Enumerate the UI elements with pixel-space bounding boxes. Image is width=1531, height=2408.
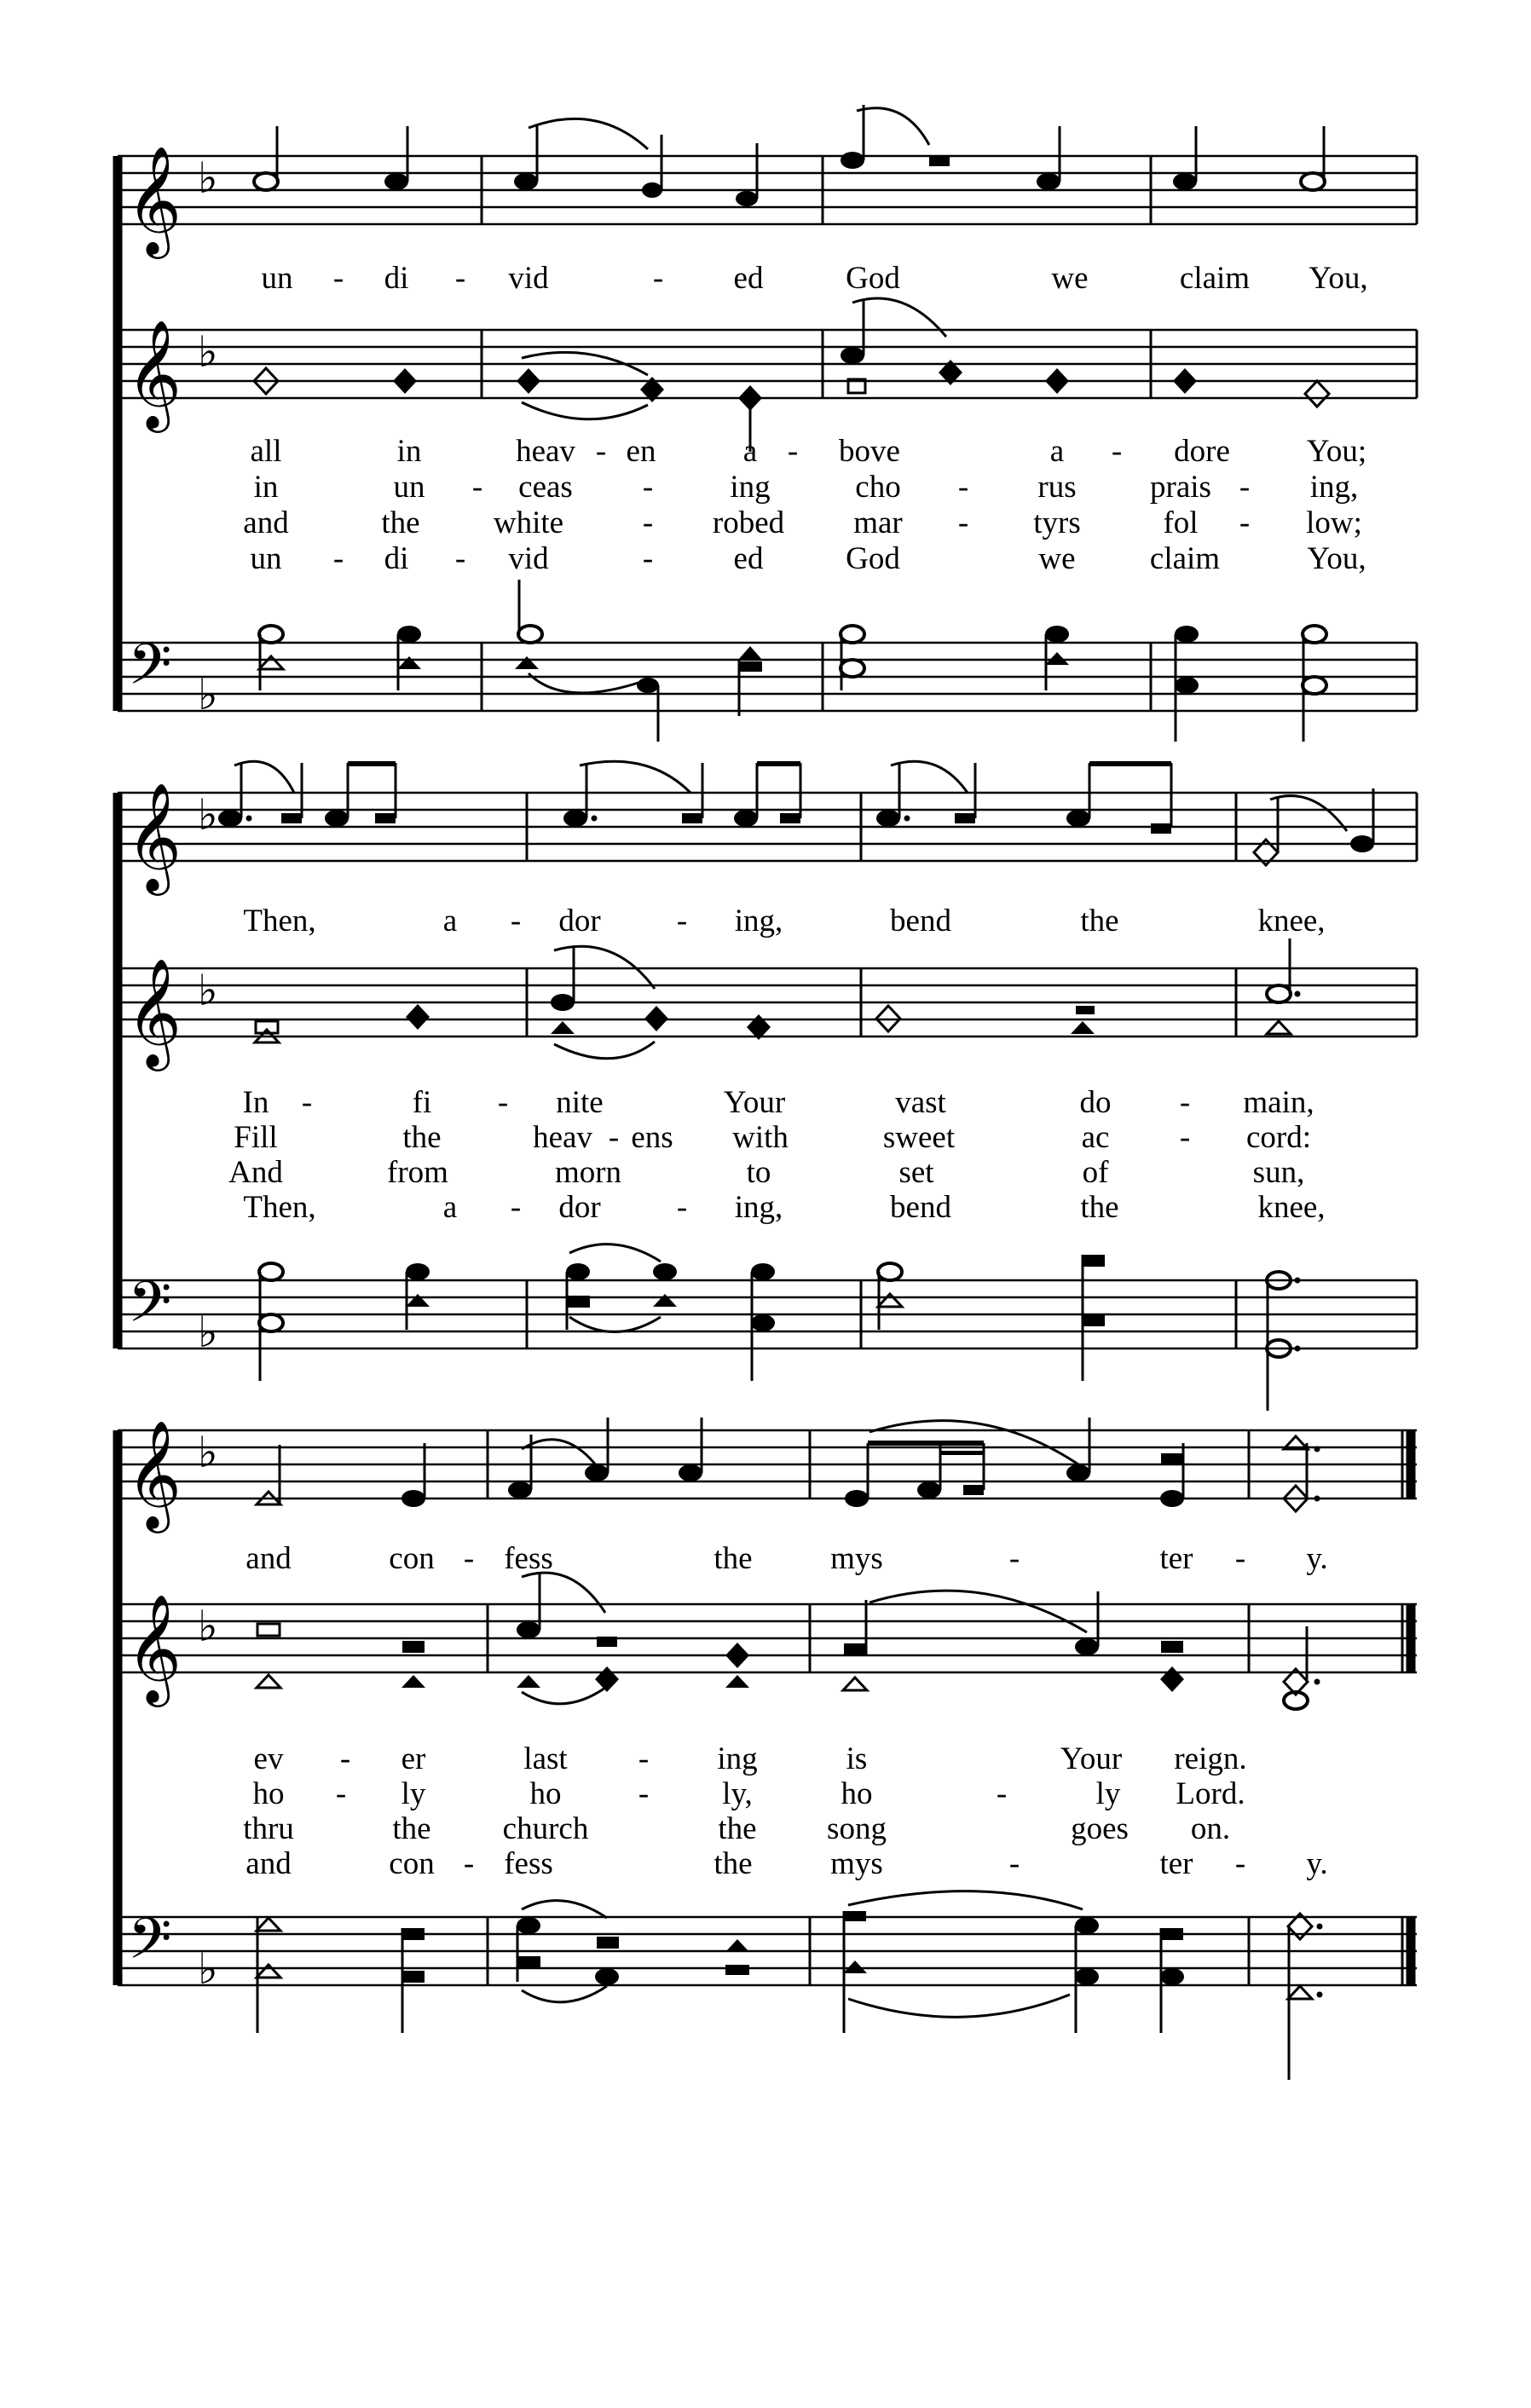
- lyric-syllable: y.: [1306, 1541, 1328, 1576]
- lyric-syllable: -: [642, 541, 654, 576]
- bass-clef-icon: 𝄢: [128, 632, 172, 711]
- lyric-syllable: sun,: [1252, 1155, 1305, 1190]
- lyric-syllable: ter: [1159, 1846, 1193, 1881]
- lyric-syllable: -: [957, 470, 969, 505]
- flat-icon: ♭: [198, 1602, 218, 1651]
- lyric-syllable: Lord.: [1176, 1776, 1245, 1811]
- lyric-syllable: vid: [508, 261, 549, 296]
- lyric-syllable: -: [1179, 1120, 1191, 1155]
- lyric-syllable: fess: [504, 1846, 553, 1881]
- lyric-syllable: a: [442, 1190, 458, 1225]
- lyric-syllable: the: [381, 505, 420, 540]
- lyric-syllable: fol: [1163, 505, 1199, 540]
- lyric-syllable: ly: [401, 1776, 426, 1811]
- bass-staff: [118, 580, 1417, 742]
- lyric-syllable: a: [742, 434, 758, 469]
- lyric-syllable: claim: [1179, 261, 1251, 296]
- melody-lyrics: [243, 904, 1325, 938]
- lyric-syllable: cord:: [1245, 1120, 1312, 1155]
- lyric-syllable: bend: [890, 1190, 951, 1225]
- lyric-syllable: You;: [1306, 434, 1367, 469]
- treble-clef-icon: 𝄞: [126, 957, 182, 1066]
- lyric-syllable: main,: [1243, 1085, 1314, 1120]
- lyric-syllable: -: [996, 1776, 1008, 1811]
- flat-icon: ♭: [198, 790, 218, 840]
- lyric-syllable: the: [714, 1541, 753, 1576]
- lyric-syllable: dor: [558, 1190, 601, 1225]
- lyric-syllable: bove: [839, 434, 900, 469]
- lyric-syllable: -: [638, 1776, 650, 1811]
- lyric-syllable: -: [339, 1741, 351, 1776]
- harmony-treble-staff: [118, 938, 1417, 1071]
- lyric-syllable: vast: [895, 1085, 946, 1120]
- lyric-syllable: ens: [631, 1120, 673, 1155]
- lyric-syllable: is: [846, 1741, 868, 1776]
- lyric-syllable: -: [463, 1846, 475, 1881]
- lyric-syllable: You,: [1307, 541, 1366, 576]
- lyric-syllable: ly: [1095, 1776, 1121, 1811]
- lyric-syllable: knee,: [1257, 904, 1326, 938]
- lyric-syllable: last: [523, 1741, 568, 1776]
- lyric-syllable: -: [1111, 434, 1123, 469]
- lyric-syllable: -: [642, 505, 654, 540]
- lyric-syllable: ing,: [1309, 470, 1359, 505]
- bass-staff: [118, 1891, 1417, 2080]
- lyric-syllable: Fill: [234, 1120, 278, 1155]
- lyric-syllable: -: [957, 505, 969, 540]
- lyric-syllable: ac: [1081, 1120, 1110, 1155]
- lyric-syllable: low;: [1306, 505, 1362, 540]
- lyric-syllable: -: [787, 434, 799, 469]
- lyric-syllable: -: [1239, 505, 1251, 540]
- lyric-syllable: God: [846, 261, 900, 296]
- lyric-syllable: robed: [712, 505, 785, 540]
- lyric-syllable: -: [642, 470, 654, 505]
- treble-clef-icon: 𝄞: [126, 782, 182, 891]
- lyric-syllable: heav: [533, 1120, 592, 1155]
- system-3: [118, 1418, 1417, 2080]
- lyric-syllable: claim: [1149, 541, 1221, 576]
- bass-clef-icon: 𝄢: [128, 1269, 172, 1348]
- lyric-syllable: ceas: [518, 470, 573, 505]
- lyric-syllable: -: [595, 434, 607, 469]
- lyric-syllable: dor: [558, 904, 601, 938]
- lyric-syllable: -: [471, 470, 483, 505]
- lyric-syllable: -: [1234, 1846, 1246, 1881]
- lyric-syllable: a: [442, 904, 458, 938]
- lyric-syllable: mys: [830, 1846, 883, 1881]
- treble-clef-icon: 𝄞: [126, 145, 182, 254]
- bass-staff: [118, 1244, 1417, 1411]
- lyric-syllable: -: [1239, 470, 1251, 505]
- lyric-syllable: Your: [723, 1085, 786, 1120]
- harmony-treble-staff: [118, 1573, 1417, 1709]
- lyric-syllable: -: [454, 541, 466, 576]
- lyric-syllable: the: [714, 1846, 753, 1881]
- lyric-syllable: en: [626, 434, 656, 469]
- lyric-syllable: fess: [504, 1541, 553, 1576]
- lyric-syllable: of: [1082, 1155, 1109, 1190]
- lyric-syllable: goes: [1071, 1811, 1129, 1846]
- lyric-syllable: ho: [252, 1776, 285, 1811]
- lyric-syllable: we: [1051, 261, 1089, 296]
- lyric-syllable: thru: [243, 1811, 294, 1846]
- lyric-syllable: we: [1038, 541, 1076, 576]
- lyric-syllable: con: [389, 1846, 435, 1881]
- lyric-syllable: -: [335, 1776, 347, 1811]
- treble-clef-icon: 𝄞: [126, 1593, 182, 1702]
- lyric-syllable: rus: [1037, 470, 1077, 505]
- melody-lyrics: [262, 261, 1368, 296]
- lyric-syllable: cho: [855, 470, 901, 505]
- lyric-syllable: ed: [733, 261, 764, 296]
- lyric-syllable: set: [898, 1155, 934, 1190]
- melody-lyrics: [246, 1541, 1327, 1576]
- lyric-syllable: -: [332, 261, 344, 296]
- lyric-syllable: un: [250, 541, 282, 576]
- lyric-syllable: ly,: [722, 1776, 753, 1811]
- lyric-syllable: church: [502, 1811, 589, 1846]
- flat-icon: ♭: [198, 1308, 218, 1357]
- flat-icon: ♭: [198, 966, 218, 1015]
- lyric-syllable: song: [827, 1811, 887, 1846]
- lyric-syllable: ing,: [734, 904, 783, 938]
- lyric-syllable: -: [676, 904, 688, 938]
- system-1: [118, 105, 1417, 742]
- lyric-syllable: and: [246, 1541, 292, 1576]
- lyric-syllable: a: [1049, 434, 1065, 469]
- lyric-syllable: nite: [556, 1085, 604, 1120]
- lyric-syllable: -: [1008, 1541, 1020, 1576]
- lyric-syllable: God: [846, 541, 900, 576]
- treble-clef-icon: 𝄞: [126, 319, 182, 428]
- melody-staff: [118, 105, 1417, 259]
- bass-clef-icon: 𝄢: [128, 1906, 172, 1985]
- flat-icon: ♭: [198, 327, 218, 377]
- lyric-syllable: and: [246, 1846, 292, 1881]
- lyric-syllable: Then,: [243, 1190, 316, 1225]
- lyric-syllable: -: [652, 261, 664, 296]
- lyric-syllable: -: [510, 904, 522, 938]
- lyric-syllable: -: [463, 1541, 475, 1576]
- flat-icon: ♭: [198, 1944, 218, 1994]
- lyric-syllable: vid: [508, 541, 549, 576]
- lyric-syllable: knee,: [1257, 1190, 1326, 1225]
- harmony-treble-staff: [118, 298, 1417, 452]
- flat-icon: ♭: [198, 1428, 218, 1477]
- lyric-syllable: with: [732, 1120, 789, 1155]
- lyric-syllable: y.: [1306, 1846, 1328, 1881]
- lyric-syllable: the: [1080, 904, 1119, 938]
- lyric-syllable: ter: [1159, 1541, 1193, 1576]
- lyric-syllable: mys: [830, 1541, 883, 1576]
- lyric-syllable: ho: [529, 1776, 562, 1811]
- verse-lyrics: [228, 1085, 1325, 1225]
- lyric-syllable: reign.: [1174, 1741, 1247, 1776]
- lyric-syllable: mar: [853, 505, 903, 540]
- lyric-syllable: -: [1008, 1846, 1020, 1881]
- lyric-syllable: ed: [733, 541, 764, 576]
- lyric-syllable: on.: [1190, 1811, 1231, 1846]
- lyric-syllable: -: [332, 541, 344, 576]
- flat-icon: ♭: [198, 153, 218, 203]
- lyric-syllable: -: [638, 1741, 650, 1776]
- melody-staff: [118, 1418, 1417, 1533]
- lyric-syllable: morn: [554, 1155, 622, 1190]
- lyric-syllable: -: [608, 1120, 620, 1155]
- lyric-syllable: And: [228, 1155, 283, 1190]
- lyric-syllable: un: [261, 261, 293, 296]
- lyric-syllable: con: [389, 1541, 435, 1576]
- lyric-syllable: from: [387, 1155, 448, 1190]
- lyric-syllable: Then,: [243, 904, 316, 938]
- lyric-syllable: to: [746, 1155, 771, 1190]
- lyric-syllable: -: [510, 1190, 522, 1225]
- lyric-syllable: Your: [1060, 1741, 1123, 1776]
- lyric-syllable: do: [1079, 1085, 1112, 1120]
- lyric-syllable: In: [242, 1085, 269, 1120]
- lyric-syllable: ho: [841, 1776, 873, 1811]
- lyric-syllable: -: [1179, 1085, 1191, 1120]
- treble-clef-icon: 𝄞: [126, 1419, 182, 1528]
- lyric-syllable: heav: [516, 434, 575, 469]
- lyric-syllable: the: [402, 1120, 442, 1155]
- lyric-syllable: -: [676, 1190, 688, 1225]
- lyric-syllable: un: [393, 470, 425, 505]
- melody-staff: [118, 761, 1417, 896]
- lyric-syllable: bend: [890, 904, 951, 938]
- lyric-syllable: dore: [1174, 434, 1230, 469]
- lyric-syllable: ing: [717, 1741, 758, 1776]
- system-2: [118, 761, 1417, 1411]
- lyric-syllable: the: [392, 1811, 431, 1846]
- lyric-syllable: -: [1234, 1541, 1246, 1576]
- flat-icon: ♭: [198, 670, 218, 719]
- lyric-syllable: fi: [412, 1085, 432, 1120]
- lyric-syllable: all: [250, 434, 282, 469]
- lyric-syllable: the: [1080, 1190, 1119, 1225]
- verse-lyrics: [243, 1741, 1327, 1881]
- lyric-syllable: ing,: [734, 1190, 783, 1225]
- lyric-syllable: and: [243, 505, 289, 540]
- lyric-syllable: white: [493, 505, 564, 540]
- lyric-syllable: prais: [1150, 470, 1211, 505]
- lyric-syllable: tyrs: [1033, 505, 1081, 540]
- lyric-syllable: You,: [1309, 261, 1368, 296]
- lyric-syllable: the: [718, 1811, 757, 1846]
- lyric-syllable: ing: [730, 470, 771, 505]
- lyric-syllable: sweet: [882, 1120, 956, 1155]
- lyric-syllable: di: [384, 541, 409, 576]
- lyric-syllable: ev: [253, 1741, 284, 1776]
- lyric-syllable: in: [253, 470, 279, 505]
- lyric-syllable: -: [497, 1085, 509, 1120]
- lyric-syllable: in: [396, 434, 422, 469]
- lyric-syllable: er: [401, 1741, 426, 1776]
- verse-lyrics: [243, 434, 1366, 576]
- lyric-syllable: -: [454, 261, 466, 296]
- lyric-syllable: di: [384, 261, 409, 296]
- lyric-syllable: -: [301, 1085, 313, 1120]
